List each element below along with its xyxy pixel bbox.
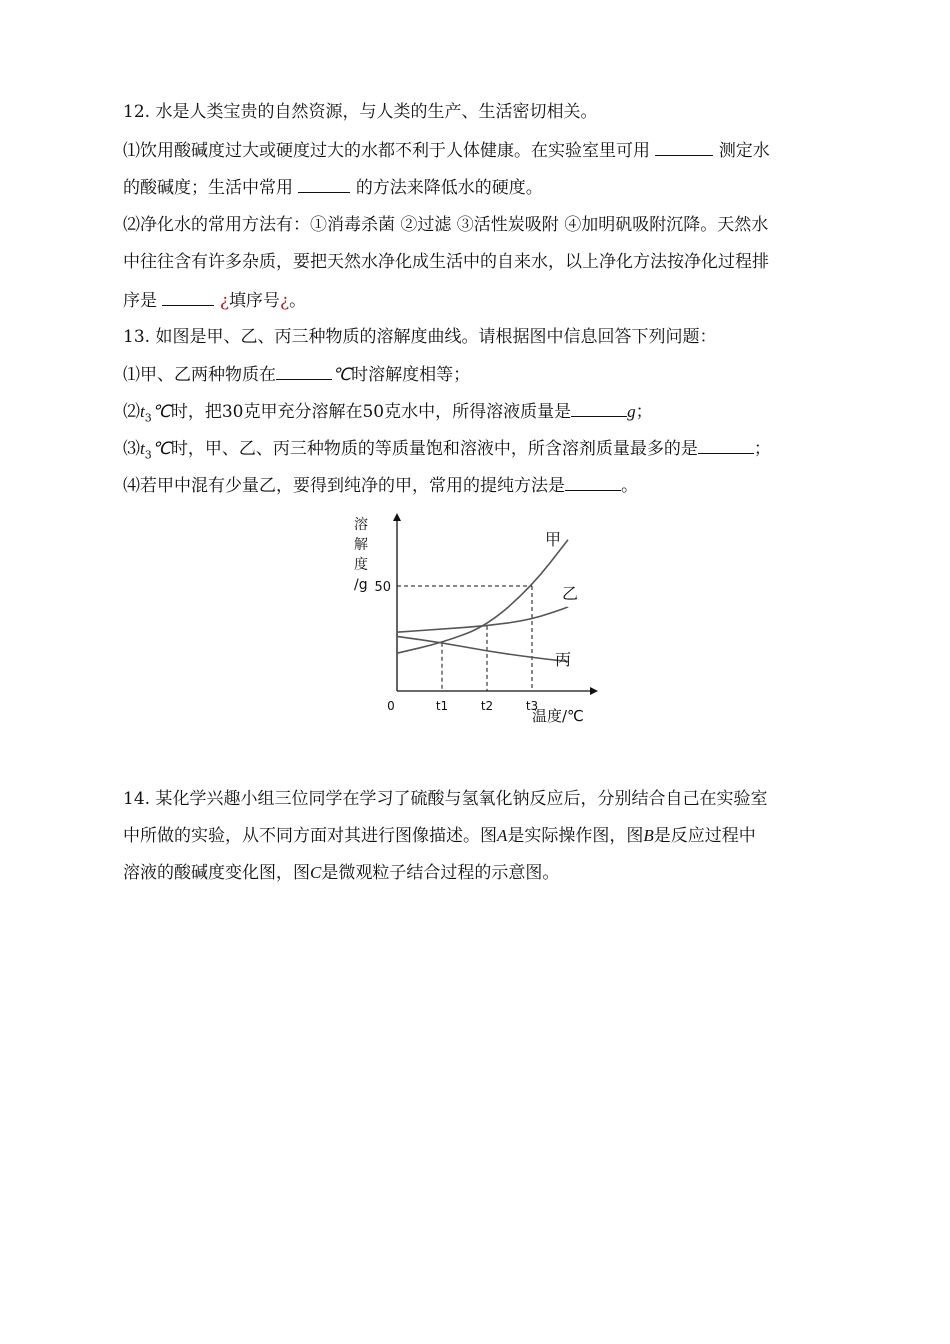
q12-part2-line3: 序是 ¿填序号¿。 xyxy=(123,291,307,311)
q12-part2-line1: ⑵净化水的常用方法有：①消毒杀菌 ②过滤 ③活性炭吸附 ④加明矾吸附沉降。天然水 xyxy=(123,215,769,235)
y-axis-label: /g xyxy=(354,577,368,593)
answer-blank[interactable] xyxy=(565,474,621,491)
q14-line2: 中所做的实验，从不同方面对其进行图像描述。图A是实际操作图，图B是反应过程中 xyxy=(123,826,756,846)
series-label-乙: 乙 xyxy=(562,584,579,603)
q13-part2: $⑵t_3℃$时，把30克甲充分溶解在50克水中，所得溶液质量是 g； xyxy=(123,402,653,425)
x-axis-label: 温度/℃ xyxy=(532,707,584,725)
q13-part1: ⑴甲、乙两种物质在 ℃时溶解度相等； xyxy=(123,365,471,385)
answer-blank[interactable] xyxy=(655,139,713,156)
answer-blank[interactable] xyxy=(698,437,754,454)
solubility-chart xyxy=(340,505,610,735)
q14-number: 14. xyxy=(123,789,151,809)
answer-blank[interactable] xyxy=(162,289,214,306)
y-tick-label: 50 xyxy=(374,580,391,595)
q12-number: 12. xyxy=(123,102,151,122)
x-tick-label: t1 xyxy=(435,699,449,713)
curve-丙 xyxy=(397,636,568,661)
q12-part2-line2: 中往往含有许多杂质，要把天然水净化成生活中的自来水，以上净化方法按净化过程排 xyxy=(123,252,769,272)
q12-stem: 12. 水是人类宝贵的自然资源，与人类的生产、生活密切相关。 xyxy=(123,102,598,122)
series-label-丙: 丙 xyxy=(555,650,572,669)
series-label-甲: 甲 xyxy=(545,530,562,549)
y-axis-label: 解 xyxy=(354,537,368,553)
y-axis-arrow xyxy=(393,513,401,521)
x-tick-label: t2 xyxy=(480,699,494,713)
q13-part4: ⑷若甲中混有少量乙，要得到纯净的甲，常用的提纯方法是 。 xyxy=(123,476,638,496)
q12-part1-line2: 的酸碱度；生活中常用 的方法来降低水的硬度。 xyxy=(123,178,543,198)
answer-blank[interactable] xyxy=(298,176,350,193)
curve-甲 xyxy=(397,540,568,653)
q14-line1: 14. 某化学兴趣小组三位同学在学习了硫酸与氢氧化钠反应后，分别结合自己在实验室 xyxy=(123,789,768,809)
q14-line3: 溶液的酸碱度变化图，图C是微观粒子结合过程的示意图。 xyxy=(123,863,560,883)
answer-blank[interactable] xyxy=(571,400,627,417)
x-axis-arrow xyxy=(590,687,598,695)
q13-part3: $⑶t_3℃$时，甲、乙、丙三种物质的等质量饱和溶液中，所含溶剂质量最多的是 ； xyxy=(123,439,771,462)
origin-label: 0 xyxy=(387,699,395,713)
answer-blank[interactable] xyxy=(276,363,332,380)
q13-number: 13. xyxy=(123,327,151,347)
y-axis-label: 度 xyxy=(354,557,368,573)
q13-stem: 13. 如图是甲、乙、丙三种物质的溶解度曲线。请根据图中信息回答下列问题： xyxy=(123,327,717,347)
curve-乙 xyxy=(397,607,568,632)
x-tick-label: t3 xyxy=(525,699,539,713)
y-axis-label: 溶 xyxy=(354,517,368,533)
q12-part1-line1: ⑴饮用酸碱度过大或硬度过大的水都不利于人体健康。在实验室里可用 测定水 xyxy=(123,141,770,161)
